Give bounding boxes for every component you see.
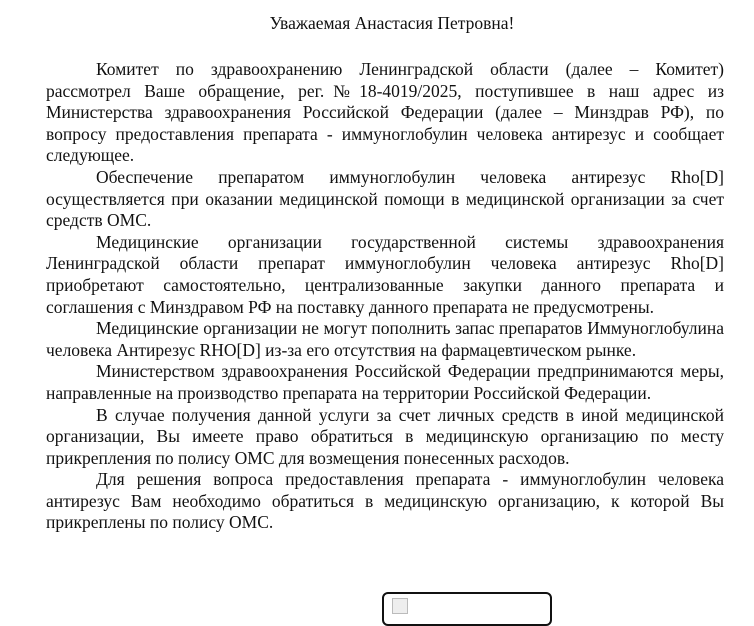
paragraph-committee-response: Комитет по здравоохранению Ленинградской области (далее – Комитет) рассмотрел Ваше обращение, рег.№18-4019/2025, поступившее в наш адрес из Министерства здравоохранения Российской Федерации (далее – Минздрав РФ), по вопросу предоставления препарата - иммуноглобулин человека антирезус и сообщает следующее.	[46, 59, 724, 166]
salutation: Уважаемая Анастасия Петровна!	[269, 13, 515, 33]
signature-emblem-icon	[392, 598, 408, 614]
paragraph-provision-oms: Обеспечение препаратом иммуноглобулин человека антирезус Rho[D] осуществляется при оказании медицинской помощи в медицинской организации за счет средств ОМС.	[46, 166, 724, 231]
paragraph-procurement: Медицинские организации государственной системы здравоохранения Ленинградской области препарат иммуноглобулин человека антирезус Rho[D] приобретают самостоятельно, централизованные закупки данного препарата и соглашения с Минздравом РФ на поставку данного препарата не предусмотрены.	[46, 231, 724, 317]
paragraph-reimbursement: В случае получения данной услуги за счет личных средств в иной медицинской организации, Вы имеете право обратиться в медицинскую организацию по месту прикрепления по полису ОМС для возмещения понесенных расходов.	[46, 404, 724, 468]
electronic-signature-stamp	[382, 592, 552, 626]
letter-body	[46, 12, 724, 534]
paragraph-ministry-measures: Министерством здравоохранения Российской Федерации предпринимаются меры, направленные на производство препарата на территории Российской Федерации.	[46, 361, 724, 403]
paragraph-contact-organization: Для решения вопроса предоставления препарата - иммуноглобулин человека антирезус Вам необходимо обратиться в медицинскую организацию, к которой Вы прикреплены по полису ОМС.	[46, 469, 724, 533]
paragraph-shortage: Медицинские организации не могут пополнить запас препаратов Иммуноглобулина человека Антирезус RHO[D] из-за его отсутствия на фармацевтическом рынке.	[46, 318, 724, 360]
